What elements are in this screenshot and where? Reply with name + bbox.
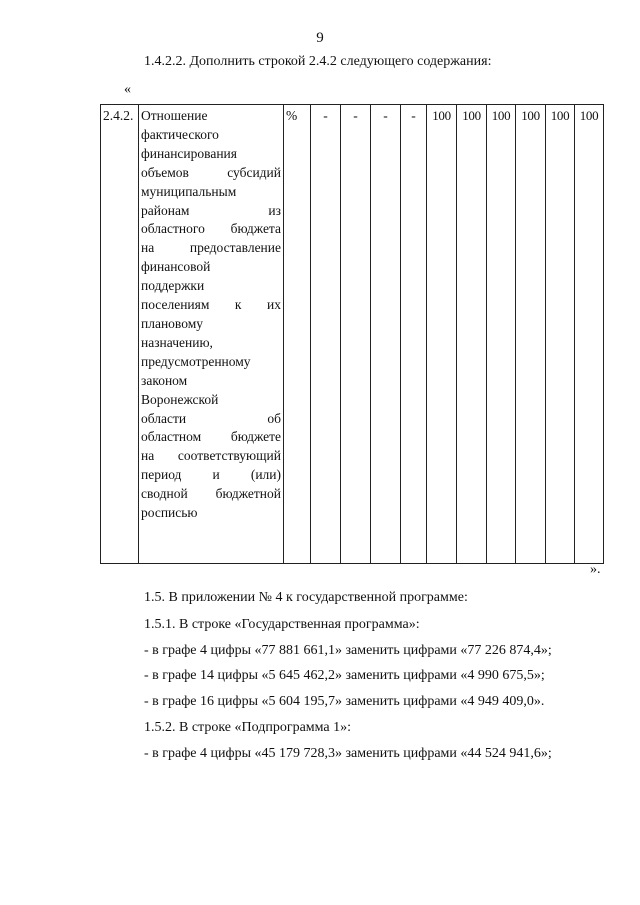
indicator-line: районам из <box>141 202 281 218</box>
indicator-line: финансовой <box>141 259 211 275</box>
closing-quote: ». <box>590 562 601 577</box>
indicator-line: области об <box>141 410 281 426</box>
indicator-cell <box>139 105 284 564</box>
unit-cell: % <box>284 105 311 564</box>
indicator-line: областного бюджета <box>141 221 281 237</box>
paragraph-1-5-1: 1.5.1. В строке «Государственная программа»: <box>144 617 420 632</box>
value-cell: 100 <box>487 105 516 564</box>
indicator-line: период и (или) <box>141 467 281 483</box>
indicator-line: поддержки <box>141 278 205 294</box>
value-cell: 100 <box>516 105 546 564</box>
value-cell: - <box>311 105 341 564</box>
indicator-line: законом <box>141 372 188 388</box>
indicator-line: на соответствующий <box>141 448 281 464</box>
paragraph-1-5: 1.5. В приложении № 4 к государственной программе: <box>144 590 468 605</box>
value-cell: 100 <box>575 105 604 564</box>
indicator-line: плановому <box>141 315 203 331</box>
indicator-line: Воронежской <box>141 391 219 407</box>
indicator-line: фактического <box>141 126 219 142</box>
intro-paragraph: 1.4.2.2. Дополнить строкой 2.4.2 следующего содержания: <box>144 54 492 69</box>
indicator-line: объемов субсидий <box>141 164 281 180</box>
indicator-line: финансирования <box>141 145 237 161</box>
indicator-line: муниципальным <box>141 183 237 199</box>
indicator-line: назначению, <box>141 334 213 350</box>
value-cell: - <box>341 105 371 564</box>
value-cell: 100 <box>546 105 575 564</box>
paragraph-1-5-2: 1.5.2. В строке «Подпрограмма 1»: <box>144 720 352 735</box>
indicator-line: на предоставление <box>141 240 281 256</box>
value-cell: - <box>401 105 427 564</box>
value-cell: 100 <box>457 105 487 564</box>
opening-quote: « <box>124 82 131 97</box>
amend-line-graph-16: - в графе 16 цифры «5 604 195,7» заменить цифрами «4 949 409,0». <box>144 694 545 709</box>
indicator-line: поселениям к их <box>141 297 281 313</box>
indicator-line: сводной бюджетной <box>141 486 281 502</box>
amend-line-graph-4: - в графе 4 цифры «77 881 661,1» заменить цифрами «77 226 874,4»; <box>144 643 552 658</box>
amend-line-subprogram-graph-4: - в графе 4 цифры «45 179 728,3» заменить цифрами «44 524 941,6»; <box>144 746 552 761</box>
indicator-line: предусмотренному <box>141 353 251 369</box>
indicator-line: росписью <box>141 505 198 521</box>
page-number: 9 <box>316 30 324 46</box>
amendment-table <box>100 104 604 564</box>
value-cell: 100 <box>427 105 457 564</box>
indicator-line: областном бюджете <box>141 429 281 445</box>
value-cell: - <box>371 105 401 564</box>
amend-line-graph-14: - в графе 14 цифры «5 645 462,2» заменить цифрами «4 990 675,5»; <box>144 668 545 683</box>
indicator-line: Отношение <box>141 108 208 123</box>
table-row <box>101 105 604 564</box>
row-code-cell: 2.4.2. <box>101 105 139 564</box>
